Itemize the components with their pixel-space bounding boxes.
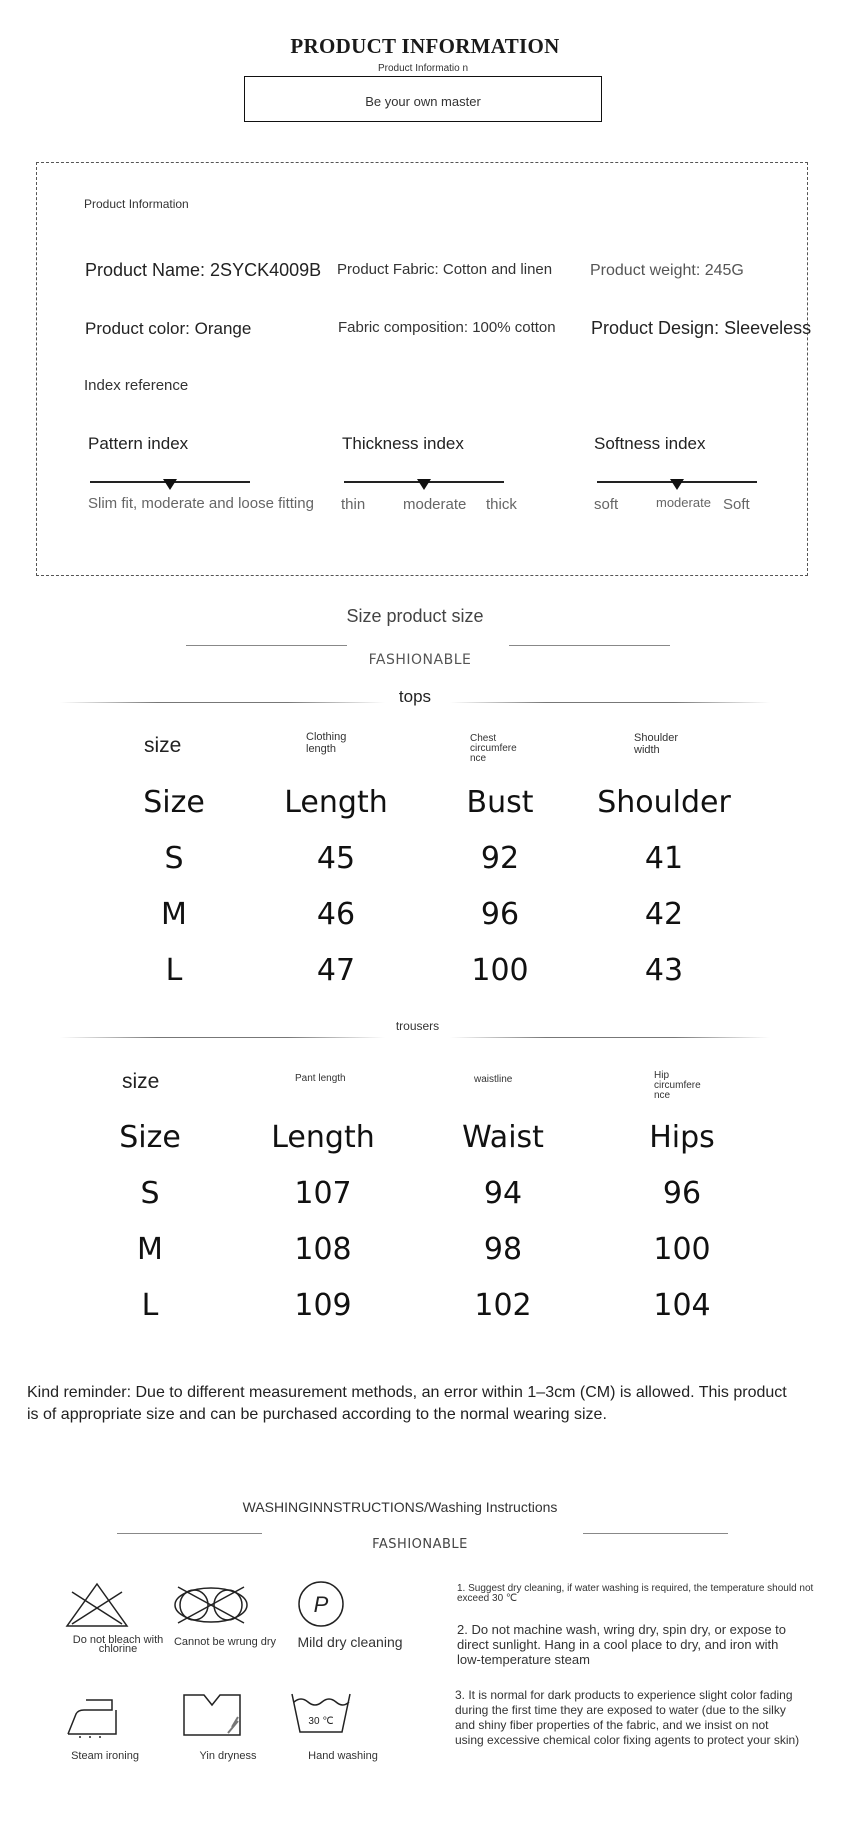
trousers-cell: S (140, 1176, 160, 1211)
trousers-cell: 102 (474, 1288, 532, 1323)
tops-col-size: Size (143, 785, 205, 820)
trousers-cell: 104 (653, 1288, 711, 1323)
tops-small-header-bust: Chest circumfere nce (470, 733, 517, 764)
divider-right (509, 645, 670, 646)
tops-cell: L (165, 953, 183, 988)
tops-cell: 42 (644, 897, 684, 932)
washing-title: WASHINGINNSTRUCTIONS/Washing Instructions (242, 1499, 558, 1515)
washing-tagline: FASHIONABLE (372, 1537, 468, 1552)
trousers-small-header-size: size (122, 1070, 160, 1093)
tops-cell: 45 (316, 841, 356, 876)
softness-index-title: Softness index (594, 434, 706, 453)
tops-cell: 100 (471, 953, 529, 988)
trousers-rule-left (60, 1037, 385, 1038)
size-section-title: Size product size (346, 606, 484, 626)
shirt-label: Yin dryness (199, 1750, 257, 1762)
size-section-tagline: FASHIONABLE (368, 652, 472, 668)
washing-divider-right (583, 1533, 728, 1534)
tops-small-header-size: size (144, 734, 182, 757)
trousers-cell: 98 (483, 1232, 523, 1267)
trousers-cell: L (141, 1288, 159, 1323)
tops-cell: 47 (316, 953, 356, 988)
thickness-label-thin: thin (341, 496, 366, 513)
iron-label: Steam ironing (71, 1750, 139, 1762)
softness-label-soft: soft (594, 496, 619, 513)
size-reminder: Kind reminder: Due to different measurement methods, an error within 1–3cm (CM) is allowed. This product is of appropriate size and can be purchased according to the normal wearing size. (27, 1384, 787, 1423)
tops-small-header-shoulder: Shoulder width (634, 732, 679, 756)
product-weight: Product weight: 245G (590, 262, 744, 279)
wash-tub-icon (290, 1690, 352, 1734)
tops-cell: 41 (644, 841, 684, 876)
thickness-label-moderate: moderate (403, 496, 467, 513)
index-reference-label: Index reference (84, 377, 189, 394)
trousers-cell: 96 (662, 1176, 702, 1211)
product-info-box (36, 162, 808, 576)
trousers-cell: 108 (294, 1232, 352, 1267)
tops-cell: 92 (480, 841, 520, 876)
dry-clean-symbol: P (313, 1592, 329, 1617)
pattern-index-label: Slim fit, moderate and loose fitting (88, 495, 314, 512)
thickness-index-title: Thickness index (342, 434, 464, 453)
tops-cell: 43 (644, 953, 684, 988)
washing-note-1: 1. Suggest dry cleaning, if water washing is required, the temperature should not exceed 30 ℃ (457, 1583, 814, 1604)
header-small-label: Product Informatio n (370, 63, 488, 74)
divider-left (186, 645, 347, 646)
product-design: Product Design: Sleeveless (591, 318, 812, 338)
tops-col-shoulder: Shoulder (597, 785, 731, 820)
shirt-icon (182, 1693, 242, 1737)
trousers-col-length: Length (271, 1120, 375, 1155)
pattern-index-title: Pattern index (88, 434, 189, 453)
tops-cell: S (164, 841, 184, 876)
tops-cell: 46 (316, 897, 356, 932)
no-bleach-icon (64, 1582, 130, 1628)
pattern-index-marker (163, 479, 177, 490)
no-wring-icon (172, 1584, 250, 1626)
softness-label-moderate: moderate (656, 495, 711, 510)
trousers-col-waist: Waist (462, 1120, 544, 1155)
trousers-small-header-hips: Hip circumfere nce (654, 1070, 701, 1101)
washing-divider-left (117, 1533, 262, 1534)
trousers-col-size: Size (119, 1120, 181, 1155)
softness-label-soft-2: Soft (723, 496, 750, 513)
product-fabric: Product Fabric: Cotton and linen (337, 261, 553, 278)
trousers-cell: M (137, 1232, 163, 1267)
no-wring-label: Cannot be wrung dry (173, 1636, 277, 1648)
info-section-label: Product Information (84, 197, 189, 211)
wash-tub-label: Hand washing (308, 1750, 378, 1762)
tops-col-length: Length (284, 785, 388, 820)
wash-tub-symbol: 30 ℃ (308, 1716, 334, 1727)
trousers-label: trousers (395, 1019, 440, 1033)
tops-cell: M (161, 897, 187, 932)
trousers-small-header-length: Pant length (295, 1073, 346, 1084)
tops-small-header-length: Clothing length (306, 731, 347, 755)
product-name: Product Name: 2SYCK4009B (85, 260, 322, 280)
product-color: Product color: Orange (85, 319, 252, 338)
trousers-cell: 107 (294, 1176, 352, 1211)
trousers-cell: 100 (653, 1232, 711, 1267)
softness-index-marker (670, 479, 684, 490)
tops-rule-right (450, 702, 770, 703)
iron-icon (66, 1694, 118, 1738)
washing-note-3: 3. It is normal for dark products to experience slight color fading during the first time they are exposed to water (due to the silky and shiny fiber properties of the fabric, and we insist on not using excessive chemical color fixing agents to protect your skin) (455, 1688, 800, 1747)
trousers-cell: 94 (483, 1176, 523, 1211)
header-subtitle: Be your own master (365, 94, 481, 109)
washing-note-2: 2. Do not machine wash, wring dry, spin dry, or expose to direct sunlight. Hang in a cool place to dry, and iron with low-temperature steam (457, 1622, 787, 1667)
dry-clean-p-icon (297, 1580, 345, 1628)
tops-col-bust: Bust (466, 785, 534, 820)
fabric-composition: Fabric composition: 100% cotton (338, 319, 556, 336)
dry-clean-label: Mild dry cleaning (297, 1634, 403, 1650)
page-title: PRODUCT INFORMATION (290, 34, 560, 58)
tops-cell: 96 (480, 897, 520, 932)
no-bleach-label: Do not bleach with chlorine (72, 1634, 164, 1655)
trousers-rule-right (450, 1037, 770, 1038)
tops-label: tops (398, 687, 432, 706)
trousers-col-hips: Hips (649, 1120, 715, 1155)
thickness-index-marker (417, 479, 431, 490)
tops-rule-left (60, 702, 385, 703)
thickness-label-thick: thick (486, 496, 517, 513)
trousers-cell: 109 (294, 1288, 352, 1323)
trousers-small-header-waist: waistline (474, 1074, 513, 1085)
